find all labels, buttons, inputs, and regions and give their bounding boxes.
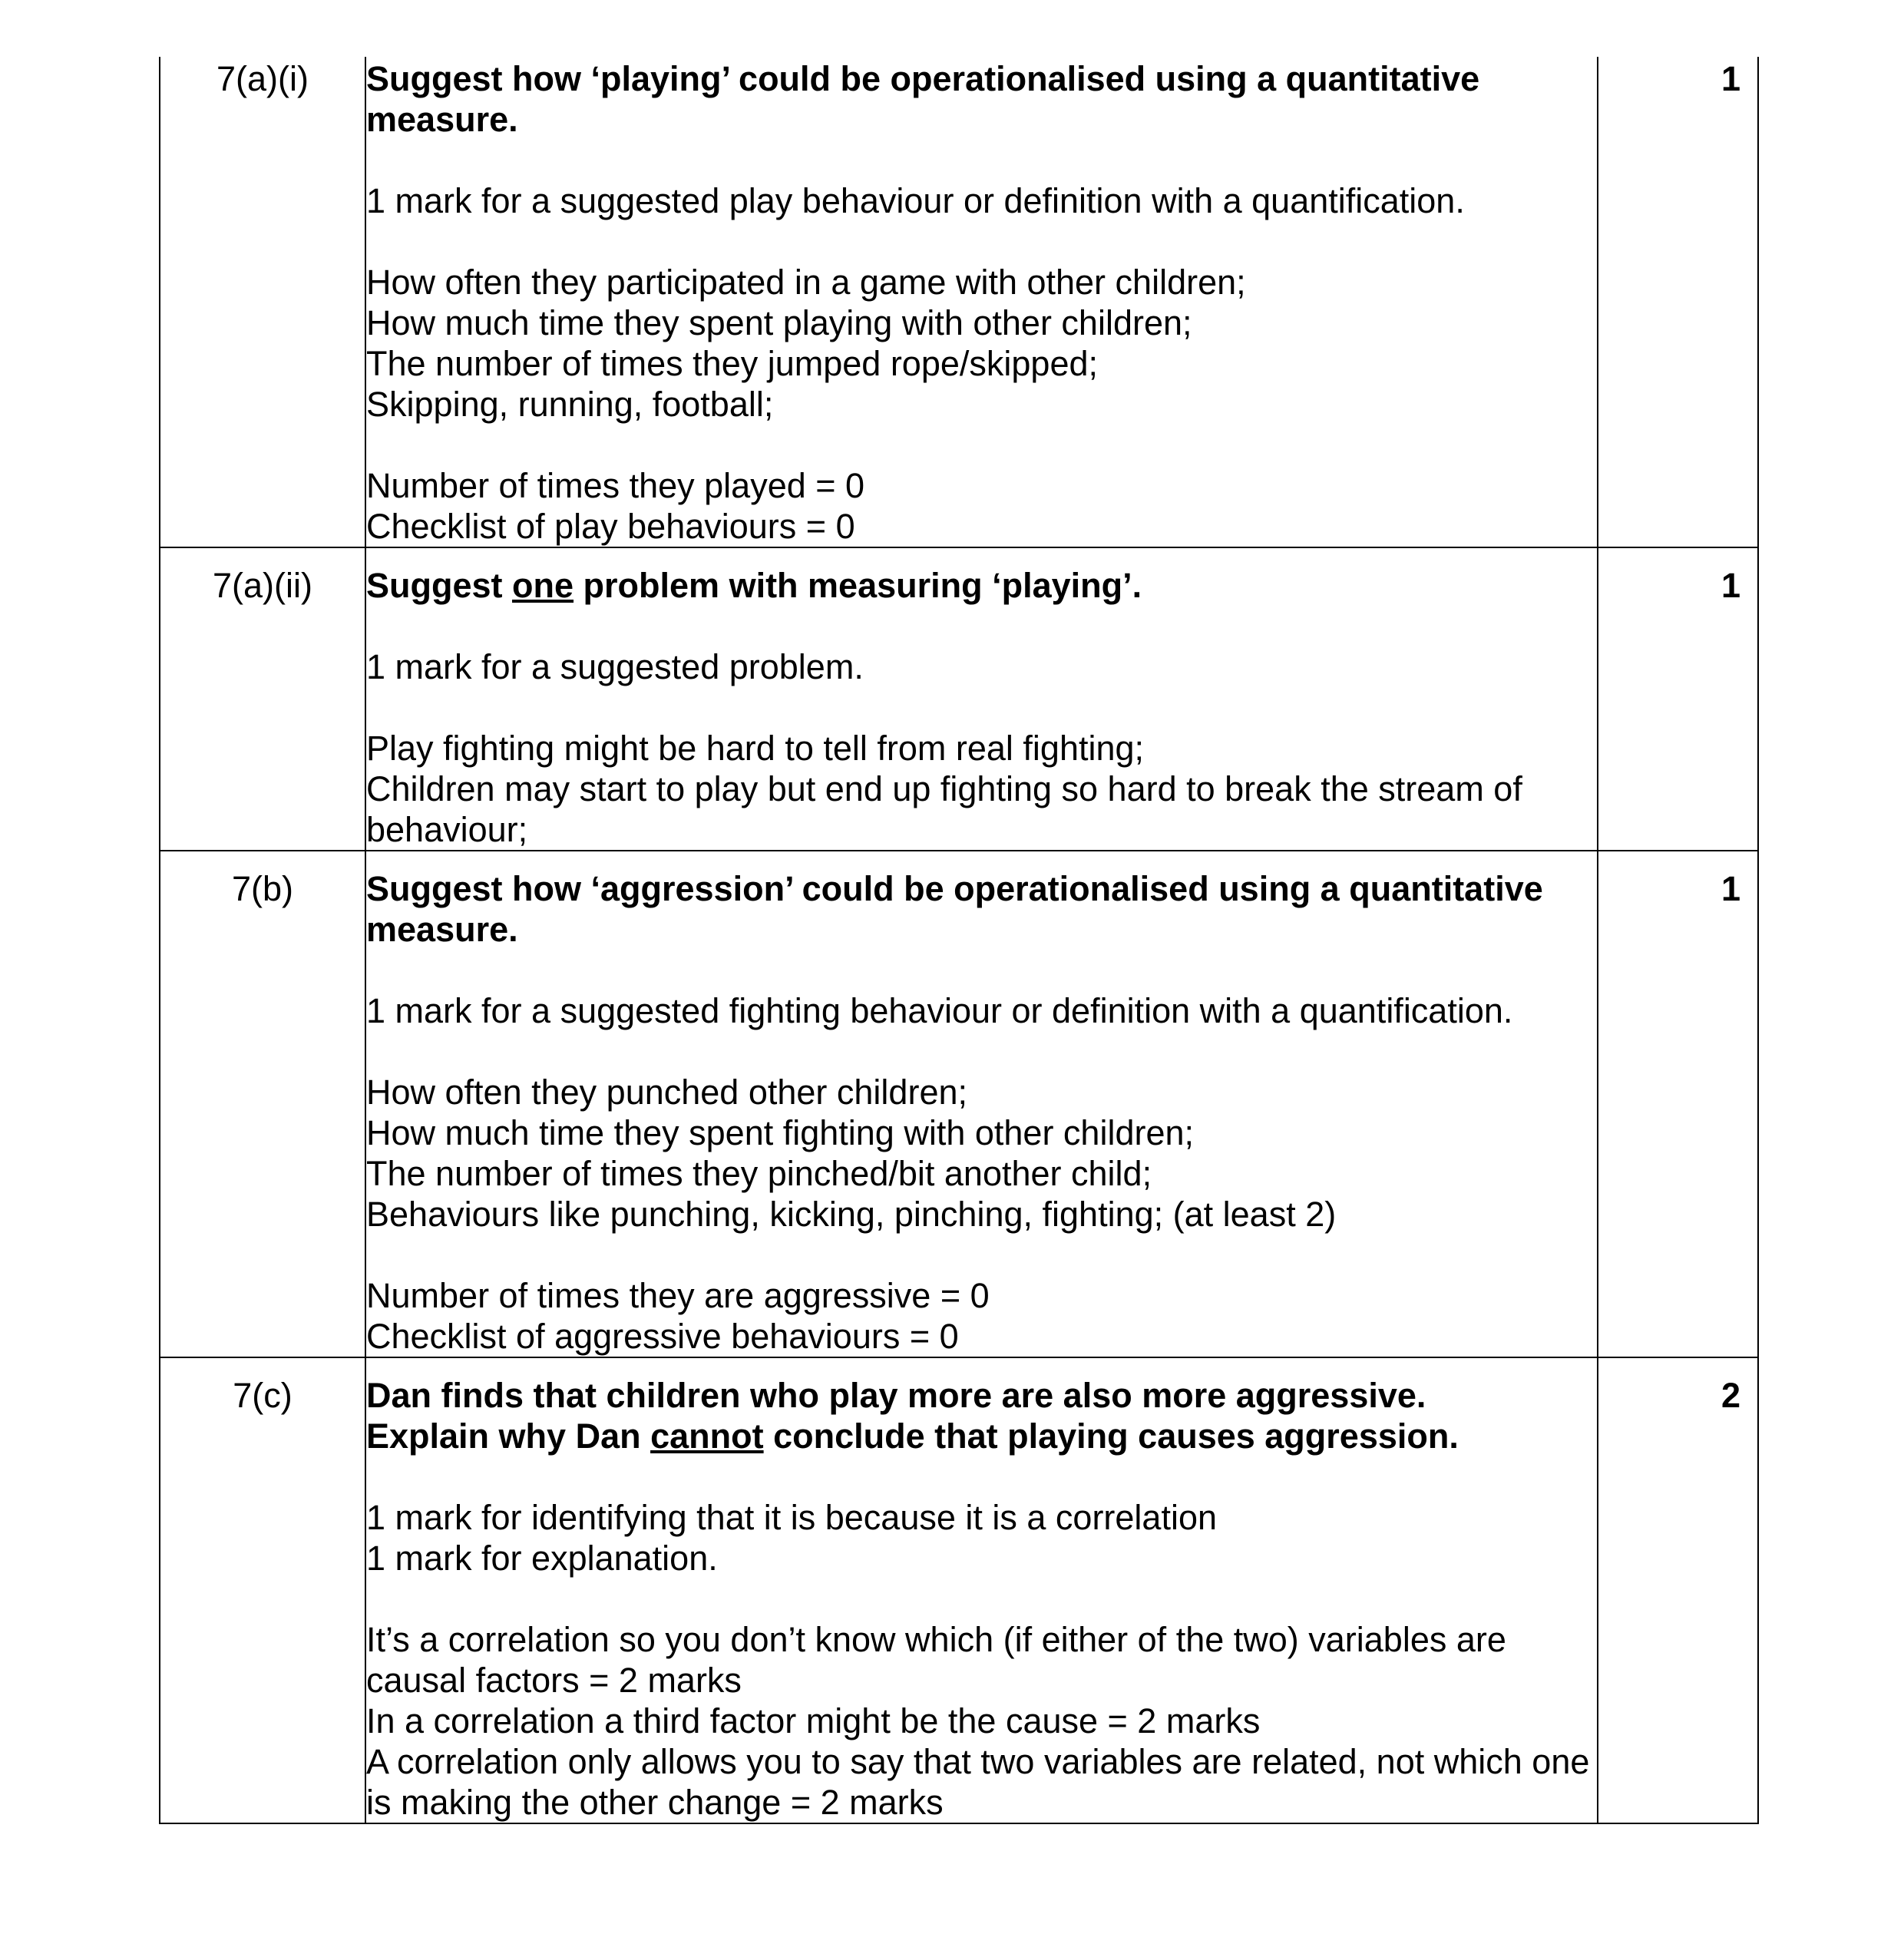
table-row [160, 547, 1758, 851]
question-prompt: Suggest how ‘playing’ could be operationalised using a quantitative measure. [366, 59, 1480, 139]
question-prompt: Dan finds that children who play more are also more aggressive. Explain why Dan cannot conclude that playing causes aggression. [366, 1376, 1459, 1456]
question-number: 7(c) [160, 1357, 365, 1823]
zero-mark-answers [366, 465, 1597, 547]
marking-guidance: 1 mark for a suggested play behaviour or definition with a quantification. [366, 181, 1465, 220]
list-item: Number of times they are aggressive = 0 [366, 1276, 990, 1315]
table-row [160, 851, 1758, 1357]
list-item: Checklist of aggressive behaviours = 0 [366, 1317, 959, 1356]
answer-cell [365, 851, 1598, 1357]
marks-value: 2 [1598, 1357, 1758, 1823]
marking-guidance [366, 1497, 1597, 1578]
table-row [160, 57, 1758, 547]
zero-mark-answers [366, 1275, 1597, 1357]
marks-value: 1 [1598, 57, 1758, 547]
list-item: How often they participated in a game with other children; [366, 263, 1246, 302]
list-item: How much time they spent fighting with other children; [366, 1113, 1195, 1152]
list-item: In a correlation a third factor might be the cause = 2 marks [366, 1701, 1261, 1740]
list-item: How often they punched other children; [366, 1073, 967, 1112]
example-answers [366, 262, 1597, 425]
question-number: 7(b) [160, 851, 365, 1357]
marking-guidance: 1 mark for a suggested fighting behaviour or definition with a quantification. [366, 991, 1513, 1030]
question-number: 7(a)(ii) [160, 547, 365, 851]
example-answers [366, 728, 1597, 850]
list-item: 1 mark for explanation. [366, 1539, 718, 1578]
marks-value: 1 [1598, 851, 1758, 1357]
answer-cell [365, 1357, 1598, 1823]
list-item: The number of times they pinched/bit another child; [366, 1154, 1152, 1193]
answer-cell [365, 57, 1598, 547]
list-item: A correlation only allows you to say that two variables are related, not which one is making the other change = 2 marks [366, 1742, 1590, 1822]
marking-guidance: 1 mark for a suggested problem. [366, 647, 864, 686]
list-item: The number of times they jumped rope/skipped; [366, 344, 1098, 383]
list-item: How much time they spent playing with other children; [366, 303, 1192, 342]
list-item: Checklist of play behaviours = 0 [366, 507, 855, 546]
list-item: Children may start to play but end up fighting so hard to break the stream of behaviour; [366, 769, 1522, 849]
question-prompt: Suggest one problem with measuring ‘playing’. [366, 566, 1142, 605]
answer-cell [365, 547, 1598, 851]
example-answers [366, 1072, 1597, 1235]
question-number: 7(a)(i) [160, 57, 365, 547]
marks-value: 1 [1598, 547, 1758, 851]
question-prompt: Suggest how ‘aggression’ could be operationalised using a quantitative measure. [366, 869, 1543, 949]
list-item: 1 mark for identifying that it is because it is a correlation [366, 1498, 1218, 1537]
table-row [160, 1357, 1758, 1823]
list-item: It’s a correlation so you don’t know which (if either of the two) variables are causal factors = 2 marks [366, 1620, 1506, 1700]
list-item: Skipping, running, football; [366, 385, 774, 424]
list-item: Behaviours like punching, kicking, pinching, fighting; (at least 2) [366, 1195, 1337, 1234]
list-item: Number of times they played = 0 [366, 466, 865, 505]
mark-scheme-table [159, 57, 1759, 1824]
list-item: Play fighting might be hard to tell from real fighting; [366, 729, 1145, 768]
example-answers [366, 1619, 1597, 1823]
